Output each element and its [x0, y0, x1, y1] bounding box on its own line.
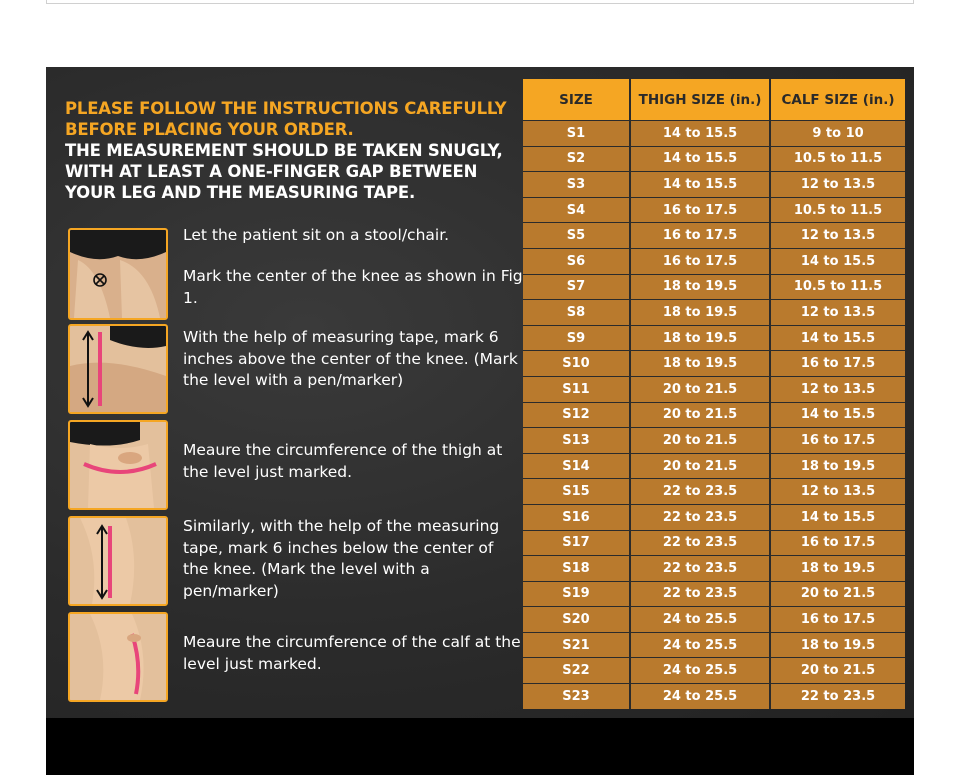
- calf-size-cell: 12 to 13.5: [769, 299, 905, 325]
- calf-size-cell: 16 to 17.5: [769, 350, 905, 376]
- size-cell: S4: [523, 197, 629, 223]
- size-chart-panel: [46, 67, 914, 718]
- thigh-size-cell: 14 to 15.5: [629, 171, 769, 197]
- table-row: [523, 171, 905, 197]
- knee-center-illustration: [68, 228, 168, 320]
- header-thigh-size: THIGH SIZE (in.): [629, 79, 769, 120]
- table-row: [523, 120, 905, 146]
- table-row: [523, 632, 905, 658]
- calf-size-cell: 14 to 15.5: [769, 504, 905, 530]
- size-cell: S11: [523, 376, 629, 402]
- table-row: [523, 504, 905, 530]
- size-cell: S14: [523, 453, 629, 479]
- thigh-size-cell: 24 to 25.5: [629, 632, 769, 658]
- size-cell: S20: [523, 606, 629, 632]
- table-row: [523, 683, 905, 709]
- size-cell: S17: [523, 530, 629, 556]
- table-row: [523, 530, 905, 556]
- thigh-size-cell: 18 to 19.5: [629, 325, 769, 351]
- size-table-body: [523, 120, 905, 709]
- header-size: SIZE: [523, 79, 629, 120]
- size-cell: S10: [523, 350, 629, 376]
- previous-panel-edge: [46, 0, 914, 4]
- size-cell: S21: [523, 632, 629, 658]
- size-cell: S6: [523, 248, 629, 274]
- calf-size-cell: 18 to 19.5: [769, 632, 905, 658]
- thigh-size-cell: 20 to 21.5: [629, 427, 769, 453]
- size-cell: S5: [523, 222, 629, 248]
- thigh-marking-figure: [70, 326, 166, 412]
- size-cell: S12: [523, 402, 629, 428]
- calf-size-cell: 18 to 19.5: [769, 453, 905, 479]
- calf-size-cell: 12 to 13.5: [769, 171, 905, 197]
- thigh-size-cell: 24 to 25.5: [629, 606, 769, 632]
- size-cell: S3: [523, 171, 629, 197]
- step-3-text: With the help of measuring tape, mark 6 inches above the center of the knee. (Mark the level with a pen/marker): [183, 328, 518, 389]
- calf-size-cell: 16 to 17.5: [769, 530, 905, 556]
- table-row: [523, 248, 905, 274]
- thigh-size-cell: 16 to 17.5: [629, 197, 769, 223]
- table-row: [523, 325, 905, 351]
- step-5-text: Similarly, with the help of the measuring tape, mark 6 inches below the center of the knee. (Mark the level with a pen/marker): [183, 517, 500, 600]
- size-cell: S16: [523, 504, 629, 530]
- size-cell: S9: [523, 325, 629, 351]
- step-1-text: Let the patient sit on a stool/chair.: [183, 226, 450, 244]
- calf-circumference-figure: [70, 614, 166, 700]
- table-row: [523, 581, 905, 607]
- table-row: [523, 197, 905, 223]
- size-cell: S22: [523, 657, 629, 683]
- thigh-circumference-figure: [70, 422, 166, 508]
- thigh-size-cell: 14 to 15.5: [629, 120, 769, 146]
- table-row: [523, 274, 905, 300]
- calf-size-cell: 20 to 21.5: [769, 657, 905, 683]
- table-row: [523, 299, 905, 325]
- thigh-circumference-illustration: [68, 420, 168, 510]
- size-cell: S23: [523, 683, 629, 709]
- knee-center-figure: [70, 230, 166, 318]
- table-row: [523, 402, 905, 428]
- thigh-size-cell: 22 to 23.5: [629, 555, 769, 581]
- calf-circumference-illustration: [68, 612, 168, 702]
- size-cell: S8: [523, 299, 629, 325]
- calf-marking-illustration: [68, 516, 168, 606]
- calf-size-cell: 12 to 13.5: [769, 478, 905, 504]
- bottom-black-bar: [46, 718, 914, 775]
- calf-size-cell: 18 to 19.5: [769, 555, 905, 581]
- size-cell: S19: [523, 581, 629, 607]
- thigh-marking-illustration: [68, 324, 168, 414]
- thigh-size-cell: 18 to 19.5: [629, 274, 769, 300]
- table-row: [523, 478, 905, 504]
- calf-size-cell: 10.5 to 11.5: [769, 146, 905, 172]
- size-table-header: [523, 79, 905, 120]
- calf-size-cell: 14 to 15.5: [769, 402, 905, 428]
- table-row: [523, 146, 905, 172]
- thigh-size-cell: 14 to 15.5: [629, 146, 769, 172]
- calf-size-cell: 16 to 17.5: [769, 427, 905, 453]
- calf-size-cell: 10.5 to 11.5: [769, 197, 905, 223]
- calf-size-cell: 16 to 17.5: [769, 606, 905, 632]
- thigh-size-cell: 22 to 23.5: [629, 504, 769, 530]
- calf-size-cell: 14 to 15.5: [769, 248, 905, 274]
- size-cell: S13: [523, 427, 629, 453]
- size-table: [523, 79, 905, 709]
- table-row: [523, 606, 905, 632]
- thigh-size-cell: 20 to 21.5: [629, 453, 769, 479]
- calf-size-cell: 12 to 13.5: [769, 222, 905, 248]
- step-4-text: Meaure the circumference of the thigh at the level just marked.: [183, 441, 503, 481]
- step-2-text: Mark the center of the knee as shown in Fig 1.: [183, 267, 523, 307]
- table-row: [523, 427, 905, 453]
- size-cell: S15: [523, 478, 629, 504]
- header-calf-size: CALF SIZE (in.): [769, 79, 905, 120]
- thigh-size-cell: 18 to 19.5: [629, 350, 769, 376]
- step-6-text: Meaure the circumference of the calf at the level just marked.: [183, 633, 521, 673]
- calf-size-cell: 9 to 10: [769, 120, 905, 146]
- thigh-size-cell: 16 to 17.5: [629, 222, 769, 248]
- calf-size-cell: 10.5 to 11.5: [769, 274, 905, 300]
- calf-size-cell: 12 to 13.5: [769, 376, 905, 402]
- calf-size-cell: 22 to 23.5: [769, 683, 905, 709]
- size-cell: S18: [523, 555, 629, 581]
- thigh-size-cell: 22 to 23.5: [629, 581, 769, 607]
- thigh-size-cell: 18 to 19.5: [629, 299, 769, 325]
- thigh-size-cell: 24 to 25.5: [629, 683, 769, 709]
- table-row: [523, 376, 905, 402]
- size-cell: S1: [523, 120, 629, 146]
- thigh-size-cell: 24 to 25.5: [629, 657, 769, 683]
- calf-marking-figure: [70, 518, 166, 604]
- thigh-size-cell: 16 to 17.5: [629, 248, 769, 274]
- table-row: [523, 350, 905, 376]
- calf-size-cell: 14 to 15.5: [769, 325, 905, 351]
- size-cell: S2: [523, 146, 629, 172]
- calf-size-cell: 20 to 21.5: [769, 581, 905, 607]
- size-cell: S7: [523, 274, 629, 300]
- table-row: [523, 453, 905, 479]
- thigh-size-cell: 22 to 23.5: [629, 478, 769, 504]
- instructions-heading: PLEASE FOLLOW THE INSTRUCTIONS CAREFULLY BEFORE PLACING YOUR ORDER.: [65, 99, 507, 139]
- measurement-note: THE MEASUREMENT SHOULD BE TAKEN SNUGLY, WITH AT LEAST A ONE-FINGER GAP BETWEEN YOUR LEG AND THE MEASURING TAPE.: [65, 141, 503, 202]
- thigh-size-cell: 20 to 21.5: [629, 402, 769, 428]
- thigh-size-cell: 20 to 21.5: [629, 376, 769, 402]
- table-row: [523, 555, 905, 581]
- table-row: [523, 222, 905, 248]
- table-row: [523, 657, 905, 683]
- thigh-size-cell: 22 to 23.5: [629, 530, 769, 556]
